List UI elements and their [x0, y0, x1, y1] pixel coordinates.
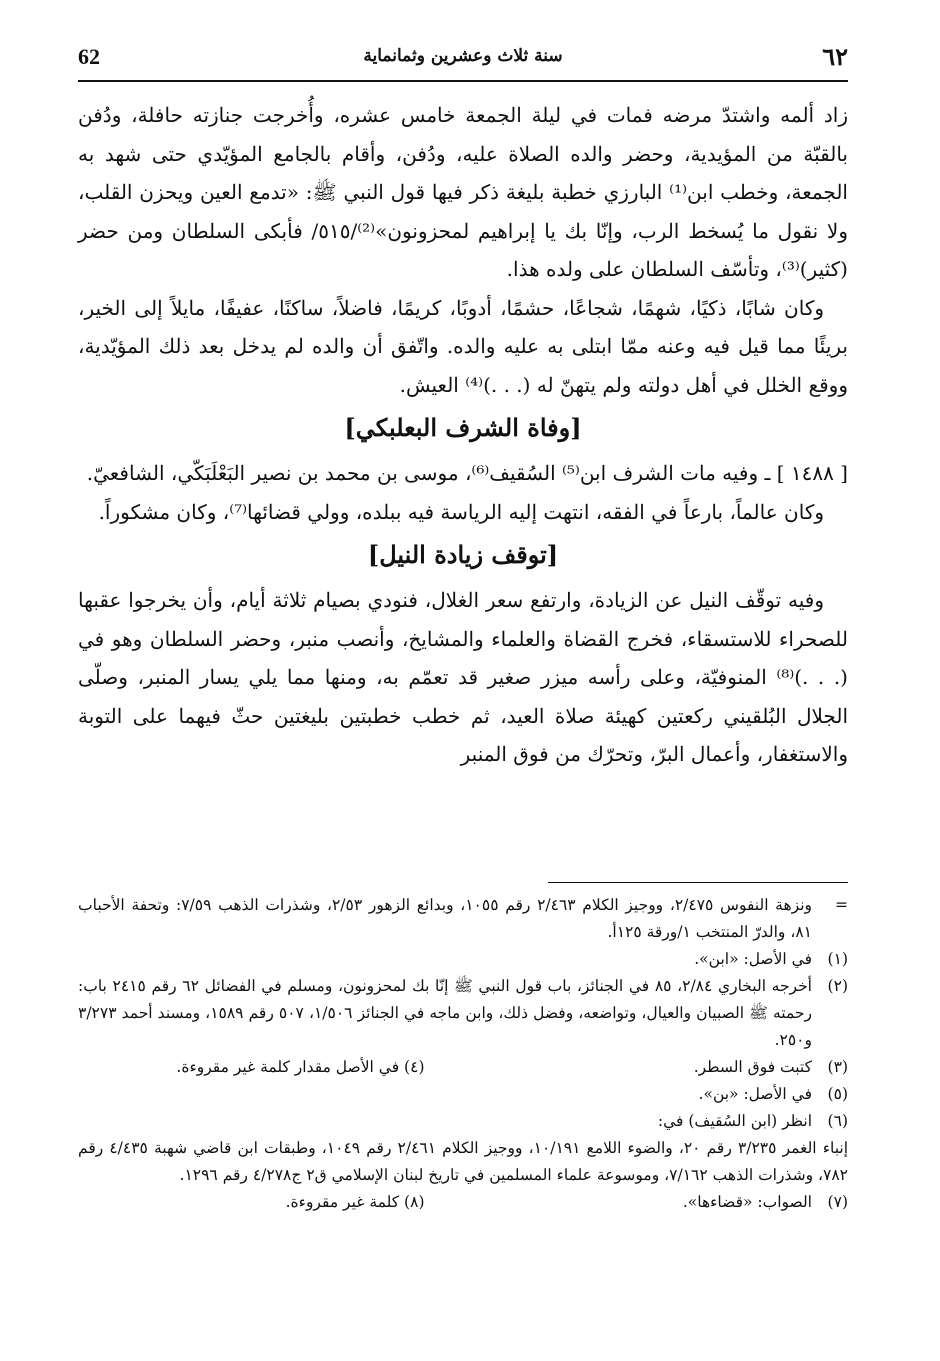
continuation-marker: =: [835, 896, 848, 914]
footnote-5: [78, 1081, 848, 1108]
footnote-text: في الأصل: «بن».: [698, 1085, 812, 1103]
footnote-6: [78, 1108, 848, 1135]
paragraph-2: وكان شابًا، ذكيًا، شهمًا، شجاعًا، حشمًا، أدوبًا، كريمًا، فاضلاً، ساكنًا، عفيفًا، مايلاً إلى الخير، بريئًا مما قيل فيه وعنه ممّا ابتلى به عليه والده. واتّفق أن والده لم يدخل بعد ذلك المؤيّدية، ووقع الخلل في أهل دولته ولم يتهنّ له (. . .)⁽⁴⁾ العيش.: [78, 295, 848, 397]
footnote-text: كلمة غير مقروءة.: [285, 1193, 400, 1211]
footnotes: [78, 892, 848, 1216]
footnote-text: كتبت فوق السطر.: [693, 1058, 812, 1076]
footnote-text: أخرجه البخاري ٢/٨٤، ٨٥ في الجنائز، باب قول النبي ﷺ إنّا بك لمحزونون، ومسلم في الفضائل ٦٢ رقم ٢٤١٥ باب: رحمته ﷺ الصبيان والعيال، وتواضعه، وفضل ذلك، وابن ماجه في الجنائز ١/٥٠٦، ٥٠٧ رقم ١٥٨٩، ومسند أحمد ٣/٢٧٣ و٢٥٠.: [78, 977, 812, 1049]
footnote-1: [78, 946, 848, 973]
footnote-2: [78, 973, 848, 1054]
section-heading-baalbaki: [وفاة الشرف البعلبكي]: [344, 413, 582, 442]
footnote-7: [389, 1189, 849, 1216]
footnote-text: الصواب: «قضاءها».: [682, 1193, 812, 1211]
paragraph-entry-1488: [ ١٤٨٨ ] ـ وفيه مات الشرف ابن⁽⁵⁾ السُقيف⁽⁶⁾، موسى بن محمد بن نصير البَعْلَبَكّي، الشافعيّ.: [86, 461, 848, 485]
footnote-number: (٤): [404, 1058, 425, 1076]
paragraph-5: وفيه توقّف النيل عن الزيادة، وارتفع سعر الغلال، فنودي بصيام ثلاثة أيام، وأن يخرجوا عقبها للصحراء للاستسقاء، فخرج القضاة والعلماء والمشايخ، وأنصب منبر، وحضر السلطان وهو في (. . .)⁽⁸⁾ المنوفيّة، وعلى رأسه ميزر صغير قد تعمّم به، ومنها مما يلي يسار المنبر، وصلّى الجلال البُلقيني ركعتين كهيئة صلاة العيد، ثم خطب خطبتين بليغتين حثّ فيهما على التوبة والاستغفار، وأعمال البرّ، وتحرّك من فوق المنبر: [78, 588, 848, 766]
footnote-number: (٦): [827, 1112, 848, 1130]
footnote-number: (٧): [827, 1193, 848, 1211]
section-heading-nile: [توقف زيادة النيل]: [367, 540, 559, 569]
footnote-number: (٢): [827, 977, 848, 995]
footnote-number: (١): [827, 950, 848, 968]
main-text: [78, 96, 848, 774]
header-rule: [78, 80, 848, 82]
footnote-number: (٣): [827, 1058, 848, 1076]
footnote-4: [78, 1054, 425, 1081]
footnote-number: (٨): [404, 1193, 425, 1211]
footnote-3: [389, 1054, 849, 1081]
footnote-continuation: [78, 892, 848, 946]
footnote-number: (٥): [827, 1085, 848, 1103]
footnote-text: في الأصل: «ابن».: [694, 950, 812, 968]
page-header: [78, 42, 848, 76]
page-number-latin: 62: [78, 44, 100, 69]
footnote-text: في الأصل مقدار كلمة غير مقروءة.: [176, 1058, 400, 1076]
running-title: سنة ثلاث وعشرين وثمانماية: [363, 46, 563, 66]
paragraph-1: زاد ألمه واشتدّ مرضه فمات في ليلة الجمعة خامس عشره، وأُخرجت جنازته حافلة، ودُفن بالقبّة من المؤيدية، وحضر والده الصلاة عليه، ودُفن، وأقام بالجامع المؤيّدي حتى شهد به الجمعة، وخطب ابن⁽¹⁾ البارزي خطبة بليغة ذكر فيها قول النبي ﷺ: «تدمع العين ويحزن القلب، ولا نقول ما يُسخط الرب، وإنّا بك يا إبراهيم لمحزونون»⁽²⁾/٥١٥/ فأبكى السلطان ومن حضر (كثير)⁽³⁾، وتأسّف السلطان على ولده هذا.: [78, 103, 849, 281]
footnote-row-7-8: [78, 1189, 848, 1216]
footnote-text: انظر (ابن السُقيف) في:: [657, 1112, 812, 1130]
footnote-8: [78, 1189, 425, 1216]
footnote-6-sources: إنباء الغمر ٣/٢٣٥ رقم ٢٠، والضوء اللامع ١٠/١٩١، ووجيز الكلام ٢/٤٦١ رقم ١٠٤٩، وطبقات ابن قاضي شهبة ٤/٤٣٥ رقم ٧٨٢، وشذرات الذهب ٧/١٦٢، وموسوعة علماء المسلمين في تاريخ لبنان الإسلامي ق٢ ج٤/٢٧٨ رقم ١٢٩٦.: [78, 1139, 849, 1184]
paragraph-4: وكان عالماً، بارعاً في الفقه، انتهت إليه الرياسة فيه ببلده، وولي قضائها⁽⁷⁾، وكان مشكوراً.: [98, 499, 824, 524]
page-number-arabic: ٦٢: [822, 42, 848, 71]
footnote-rule: [548, 882, 848, 883]
footnote-row-3-4: [78, 1054, 848, 1081]
footnote-continuation-text: ونزهة النفوس ٢/٤٧٥، ووجيز الكلام ٢/٤٦٣ رقم ١٠٥٥، وبدائع الزهور ٢/٥٣، وشذرات الذهب ٧/٥٩: وتحفة الأحباب ٨١، والدرّ المنتخب ١/ورقة ١٢٥أ.: [78, 896, 812, 941]
